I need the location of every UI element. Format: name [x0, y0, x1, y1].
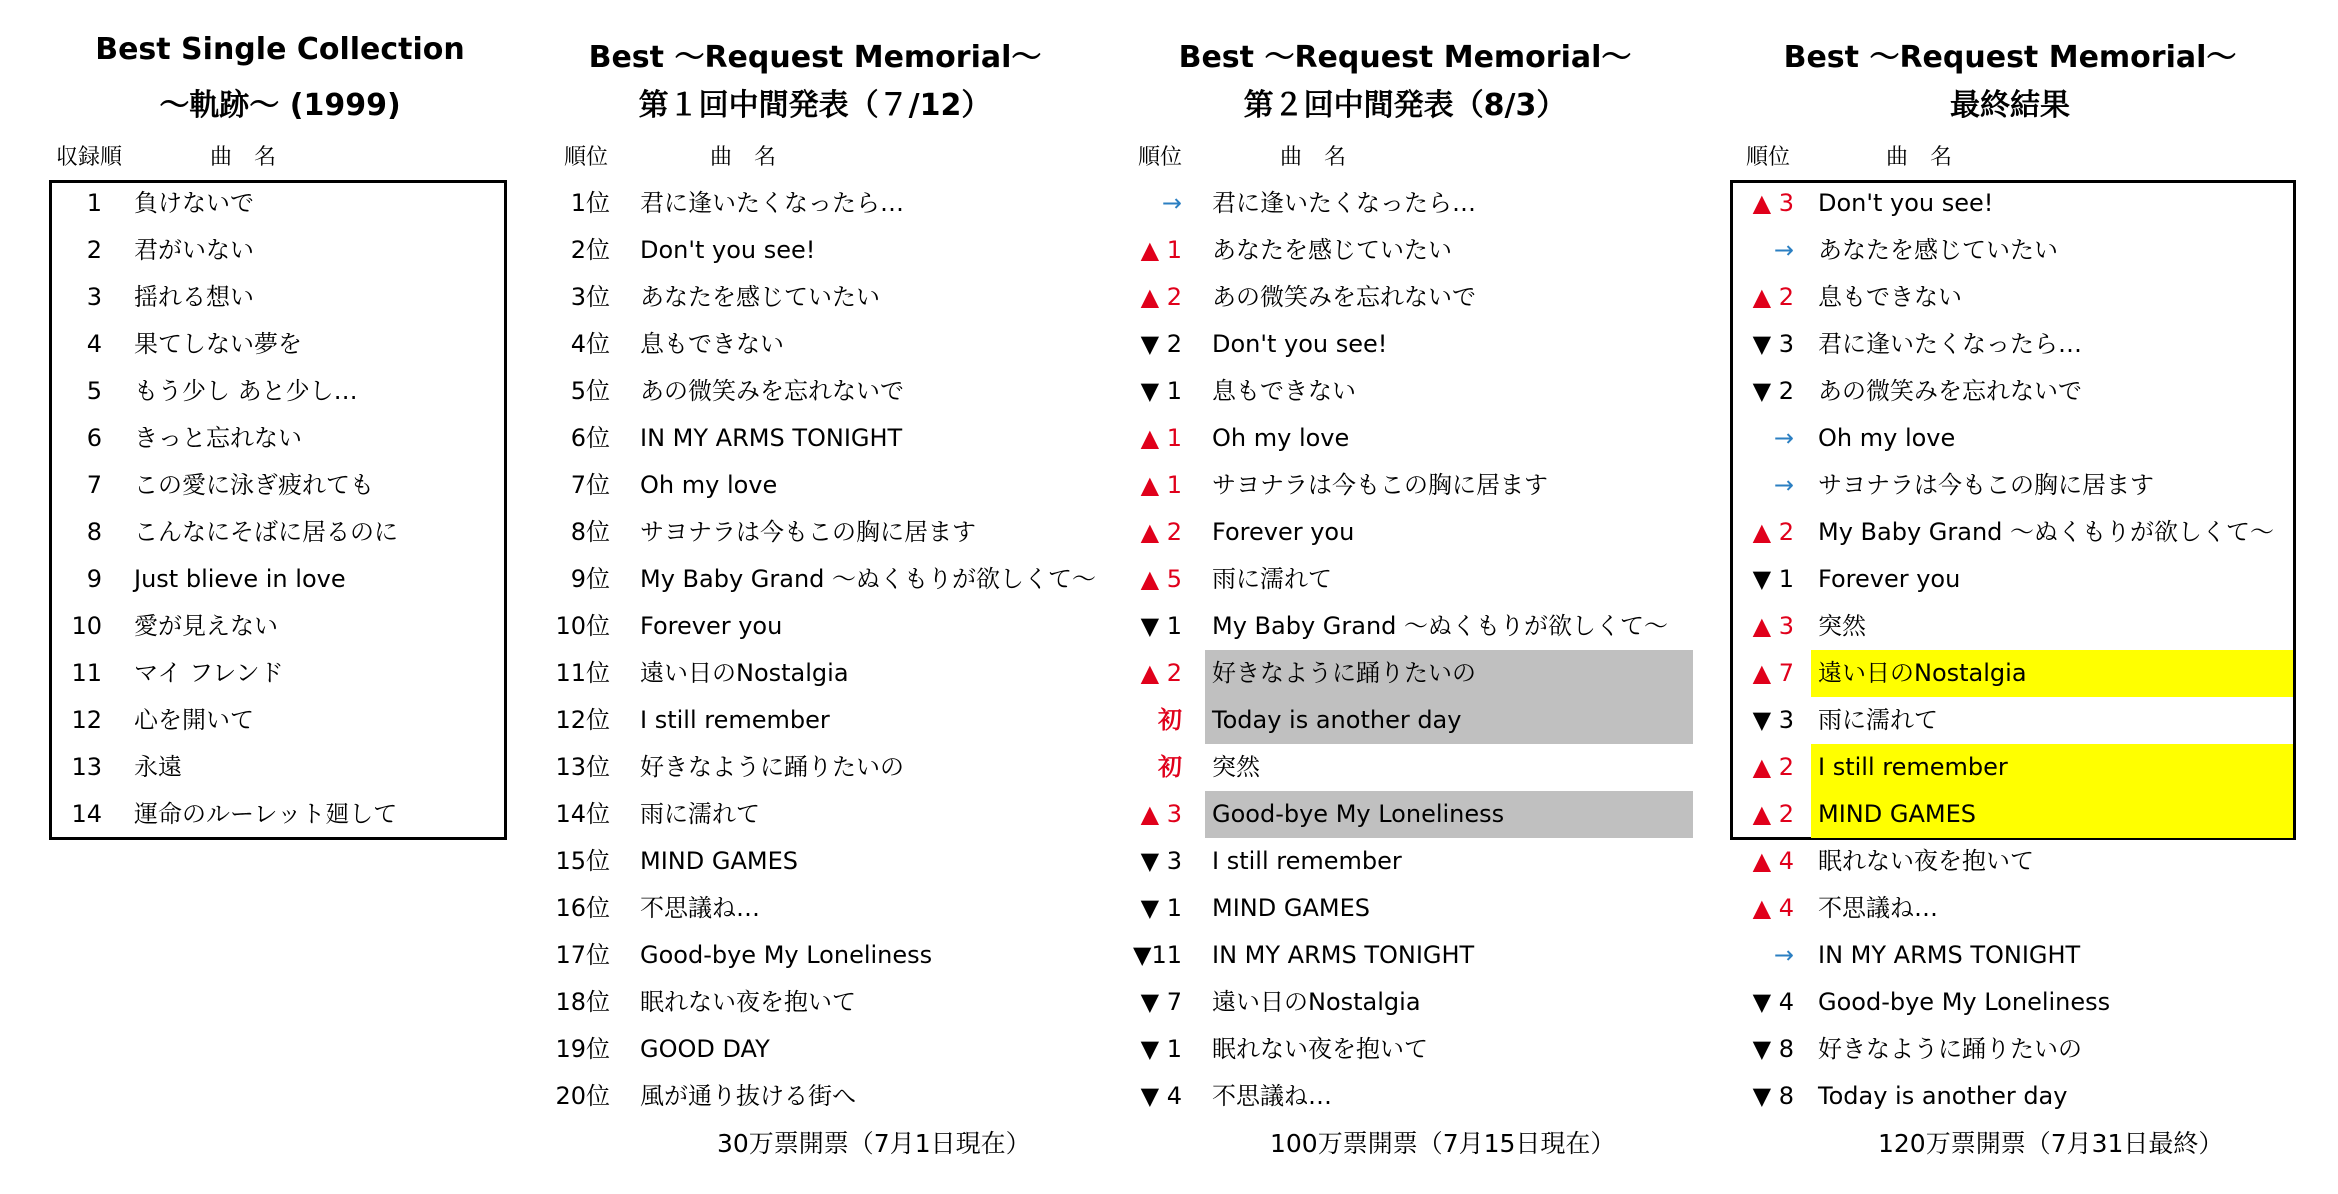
song-title: I still remember: [1818, 753, 2008, 781]
rank-change-indicator: →: [1773, 471, 1794, 499]
song-title: あの微笑みを忘れないで: [1818, 377, 2082, 405]
rank-change-indicator: ▲ 4: [1752, 847, 1794, 875]
panel2-header-rank: 順位: [564, 145, 609, 170]
song-title: 好きなように踊りたいの: [1212, 659, 1476, 687]
table-row: [0, 697, 2338, 744]
panel3-title: Best ～Request Memorial～: [1178, 40, 1632, 75]
song-title: My Baby Grand ～ぬくもりが欲しくて～: [640, 565, 1097, 593]
rank-change-indicator: ▼ 1: [1140, 612, 1182, 640]
song-title: あの微笑みを忘れないで: [640, 377, 904, 405]
song-title: 好きなように踊りたいの: [640, 753, 904, 781]
rank-change-indicator: →: [1773, 236, 1794, 264]
rank-number: 13位: [555, 753, 610, 781]
rank-change-indicator: ▼ 7: [1140, 988, 1182, 1016]
rank-change-indicator: ▲ 4: [1752, 894, 1794, 922]
song-title: MIND GAMES: [1818, 800, 1976, 828]
song-title: Forever you: [1818, 565, 1961, 593]
rank-change-indicator: ▼ 8: [1752, 1035, 1794, 1063]
song-title: 君がいない: [134, 236, 254, 264]
panel1-header-rank: 収録順: [56, 145, 123, 170]
rank-change-indicator: ▼ 1: [1140, 894, 1182, 922]
song-title: 風が通り抜ける街へ: [640, 1082, 856, 1110]
rank-number: 4: [86, 330, 102, 358]
song-title: 息もできない: [640, 330, 784, 358]
rank-change-indicator: ▼ 1: [1140, 1035, 1182, 1063]
table-row: [0, 1073, 2338, 1120]
rank-number: 19位: [555, 1035, 610, 1063]
rank-number: 1: [86, 189, 102, 217]
rank-number: 7位: [570, 471, 610, 499]
rank-change-indicator: ▲ 5: [1140, 565, 1182, 593]
panel3-footer: 100万票開票（7月15日現在）: [1270, 1129, 1616, 1158]
panel3-header-song: 曲 名: [1280, 145, 1347, 170]
song-title: マイ フレンド: [134, 659, 284, 687]
song-title: GOOD DAY: [640, 1035, 770, 1063]
rank-number: 3: [86, 283, 102, 311]
song-title: サヨナラは今もこの胸に居ます: [1818, 471, 2154, 499]
table-row: [0, 274, 2338, 321]
table-row: [0, 321, 2338, 368]
song-title: IN MY ARMS TONIGHT: [1818, 941, 2081, 969]
song-title: サヨナラは今もこの胸に居ます: [1212, 471, 1548, 499]
rank-change-indicator: ▲ 1: [1140, 471, 1182, 499]
rank-number: 6: [86, 424, 102, 452]
rank-number: 15位: [555, 847, 610, 875]
panel4-title: Best ～Request Memorial～: [1783, 40, 2237, 75]
song-title: 遠い日のNostalgia: [1212, 988, 1421, 1016]
song-title: 心を開いて: [134, 706, 254, 734]
panel2-header-song: 曲 名: [710, 145, 777, 170]
song-title: Today is another day: [1818, 1082, 2068, 1110]
song-title: Don't you see!: [1212, 330, 1388, 358]
song-title: MIND GAMES: [640, 847, 798, 875]
rank-change-indicator: ▼ 2: [1140, 330, 1182, 358]
rank-change-indicator: ▲ 3: [1140, 800, 1182, 828]
table-row: [0, 368, 2338, 415]
rank-number: 18位: [555, 988, 610, 1016]
song-title: My Baby Grand ～ぬくもりが欲しくて～: [1818, 518, 2275, 546]
table-row: [0, 650, 2338, 697]
rank-number: 4位: [570, 330, 610, 358]
song-title: I still remember: [1212, 847, 1402, 875]
panel1-title: Best Single Collection: [95, 32, 465, 67]
rank-number: 8: [86, 518, 102, 546]
song-title: 君に逢いたくなったら…: [640, 189, 904, 217]
song-title: Just blieve in love: [134, 565, 346, 593]
rank-change-indicator: ▲ 1: [1140, 424, 1182, 452]
song-title: 雨に濡れて: [1212, 565, 1332, 593]
song-title: 果てしない夢を: [134, 330, 302, 358]
panel2-title: Best ～Request Memorial～: [588, 40, 1042, 75]
rank-number: 12位: [555, 706, 610, 734]
song-title: あなたを感じていたい: [640, 283, 880, 311]
rank-change-indicator: ▼ 8: [1752, 1082, 1794, 1110]
table-row: [0, 744, 2338, 791]
song-title: 雨に濡れて: [1818, 706, 1938, 734]
song-title: Good-bye My Loneliness: [1818, 988, 2111, 1016]
table-row: [0, 462, 2338, 509]
rank-change-indicator: ▼ 1: [1752, 565, 1794, 593]
song-title: Forever you: [640, 612, 783, 640]
rank-number: 10: [71, 612, 102, 640]
table-row: [0, 932, 2338, 979]
rank-change-indicator: ▲ 2: [1140, 283, 1182, 311]
song-title: 君に逢いたくなったら…: [1212, 189, 1476, 217]
table-row: [0, 885, 2338, 932]
rank-change-indicator: ▲ 2: [1752, 753, 1794, 781]
panel2-subtitle: 第１回中間発表（７/12）: [638, 88, 992, 123]
song-title: あなたを感じていたい: [1818, 236, 2058, 264]
song-title: I still remember: [640, 706, 830, 734]
song-title: My Baby Grand ～ぬくもりが欲しくて～: [1212, 612, 1669, 640]
rank-change-indicator: ▼ 3: [1752, 706, 1794, 734]
rank-number: 17位: [555, 941, 610, 969]
table-row: [0, 415, 2338, 462]
table-row: [0, 227, 2338, 274]
table-row: [0, 603, 2338, 650]
song-title: Oh my love: [640, 471, 778, 499]
song-title: 雨に濡れて: [640, 800, 760, 828]
rank-change-indicator: ▼11: [1133, 941, 1182, 969]
rank-number: 6位: [570, 424, 610, 452]
song-title: この愛に泳ぎ疲れても: [134, 471, 374, 499]
song-title: 遠い日のNostalgia: [1818, 659, 2027, 687]
song-title: 永遠: [134, 753, 182, 781]
song-title: 負けないで: [134, 189, 254, 217]
song-title: きっと忘れない: [134, 424, 302, 452]
song-title: 愛が見えない: [134, 612, 278, 640]
song-title: Good-bye My Loneliness: [1212, 800, 1505, 828]
rank-number: 9: [86, 565, 102, 593]
rank-number: 2: [86, 236, 102, 264]
song-title: Forever you: [1212, 518, 1355, 546]
panel3-subtitle: 第２回中間発表（8/3）: [1243, 88, 1567, 123]
panel4-subtitle: 最終結果: [1950, 88, 2070, 123]
rank-change-indicator: ▲ 2: [1752, 518, 1794, 546]
rank-number: 7: [86, 471, 102, 499]
table-row: [0, 509, 2338, 556]
rank-number: 8位: [570, 518, 610, 546]
rank-change-indicator: ▲ 2: [1140, 518, 1182, 546]
rank-change-indicator: 初: [1158, 753, 1182, 781]
rank-number: 9位: [570, 565, 610, 593]
panel4-footer: 120万票開票（7月31日最終）: [1878, 1129, 2224, 1158]
table-row: [0, 979, 2338, 1026]
rank-number: 13: [71, 753, 102, 781]
song-title: 突然: [1212, 753, 1260, 781]
song-title: 好きなように踊りたいの: [1818, 1035, 2082, 1063]
song-title: 眠れない夜を抱いて: [1212, 1035, 1428, 1063]
panel2-footer: 30万票開票（7月1日現在）: [717, 1129, 1031, 1158]
panel4-header-rank: 順位: [1746, 145, 1791, 170]
rank-number: 2位: [570, 236, 610, 264]
rank-change-indicator: 初: [1158, 706, 1182, 734]
song-title: Good-bye My Loneliness: [640, 941, 933, 969]
panel4-header-song: 曲 名: [1886, 145, 1953, 170]
song-title: サヨナラは今もこの胸に居ます: [640, 518, 976, 546]
rank-change-indicator: ▼ 2: [1752, 377, 1794, 405]
rank-change-indicator: ▲ 7: [1752, 659, 1794, 687]
song-title: 不思議ね…: [1212, 1082, 1332, 1110]
song-title: 君に逢いたくなったら…: [1818, 330, 2082, 358]
song-title: MIND GAMES: [1212, 894, 1370, 922]
song-title: 息もできない: [1212, 377, 1356, 405]
song-title: Oh my love: [1818, 424, 1956, 452]
song-title: Today is another day: [1212, 706, 1462, 734]
song-title: 息もできない: [1818, 283, 1962, 311]
rank-change-indicator: ▼ 3: [1140, 847, 1182, 875]
song-title: Oh my love: [1212, 424, 1350, 452]
rank-change-indicator: ▲ 2: [1140, 659, 1182, 687]
table-row: [0, 791, 2338, 838]
rank-number: 10位: [555, 612, 610, 640]
table-row: [0, 1026, 2338, 1073]
song-title: Don't you see!: [640, 236, 816, 264]
rank-number: 12: [71, 706, 102, 734]
song-title: もう少し あと少し…: [134, 377, 358, 405]
rank-change-indicator: ▼ 3: [1752, 330, 1794, 358]
song-title: Don't you see!: [1818, 189, 1994, 217]
rank-number: 14: [71, 800, 102, 828]
rank-number: 5: [86, 377, 102, 405]
rank-change-indicator: →: [1773, 424, 1794, 452]
rank-number: 5位: [570, 377, 610, 405]
song-title: IN MY ARMS TONIGHT: [640, 424, 903, 452]
song-title: 突然: [1818, 612, 1866, 640]
song-title: あの微笑みを忘れないで: [1212, 283, 1476, 311]
rank-change-indicator: ▲ 2: [1752, 283, 1794, 311]
rank-change-indicator: ▲ 2: [1752, 800, 1794, 828]
table-row: [0, 838, 2338, 885]
panel3-header-rank: 順位: [1138, 145, 1183, 170]
rank-number: 14位: [555, 800, 610, 828]
table-row: [0, 180, 2338, 227]
song-title: こんなにそばに居るのに: [134, 518, 398, 546]
rank-change-indicator: ▼ 4: [1140, 1082, 1182, 1110]
rank-change-indicator: →: [1161, 189, 1182, 217]
rank-number: 20位: [555, 1082, 610, 1110]
rank-number: 11: [71, 659, 102, 687]
song-title: あなたを感じていたい: [1212, 236, 1452, 264]
rank-change-indicator: ▲ 1: [1140, 236, 1182, 264]
rank-number: 11位: [555, 659, 610, 687]
panel1-subtitle: 〜軌跡〜 (1999): [159, 88, 401, 123]
rank-number: 1位: [570, 189, 610, 217]
song-title: IN MY ARMS TONIGHT: [1212, 941, 1475, 969]
song-title: 揺れる想い: [134, 283, 254, 311]
rank-change-indicator: ▼ 1: [1140, 377, 1182, 405]
rank-change-indicator: ▲ 3: [1752, 189, 1794, 217]
rank-change-indicator: ▼ 4: [1752, 988, 1794, 1016]
table-row: [0, 556, 2338, 603]
song-title: 遠い日のNostalgia: [640, 659, 849, 687]
rank-change-indicator: ▲ 3: [1752, 612, 1794, 640]
rank-change-indicator: →: [1773, 941, 1794, 969]
song-title: 不思議ね…: [640, 894, 760, 922]
rank-number: 3位: [570, 283, 610, 311]
panel1-header-song: 曲 名: [210, 145, 277, 170]
song-title: 眠れない夜を抱いて: [640, 988, 856, 1016]
song-title: 不思議ね…: [1818, 894, 1938, 922]
song-title: 眠れない夜を抱いて: [1818, 847, 2034, 875]
rank-number: 16位: [555, 894, 610, 922]
song-title: 運命のルーレット廻して: [134, 800, 398, 828]
